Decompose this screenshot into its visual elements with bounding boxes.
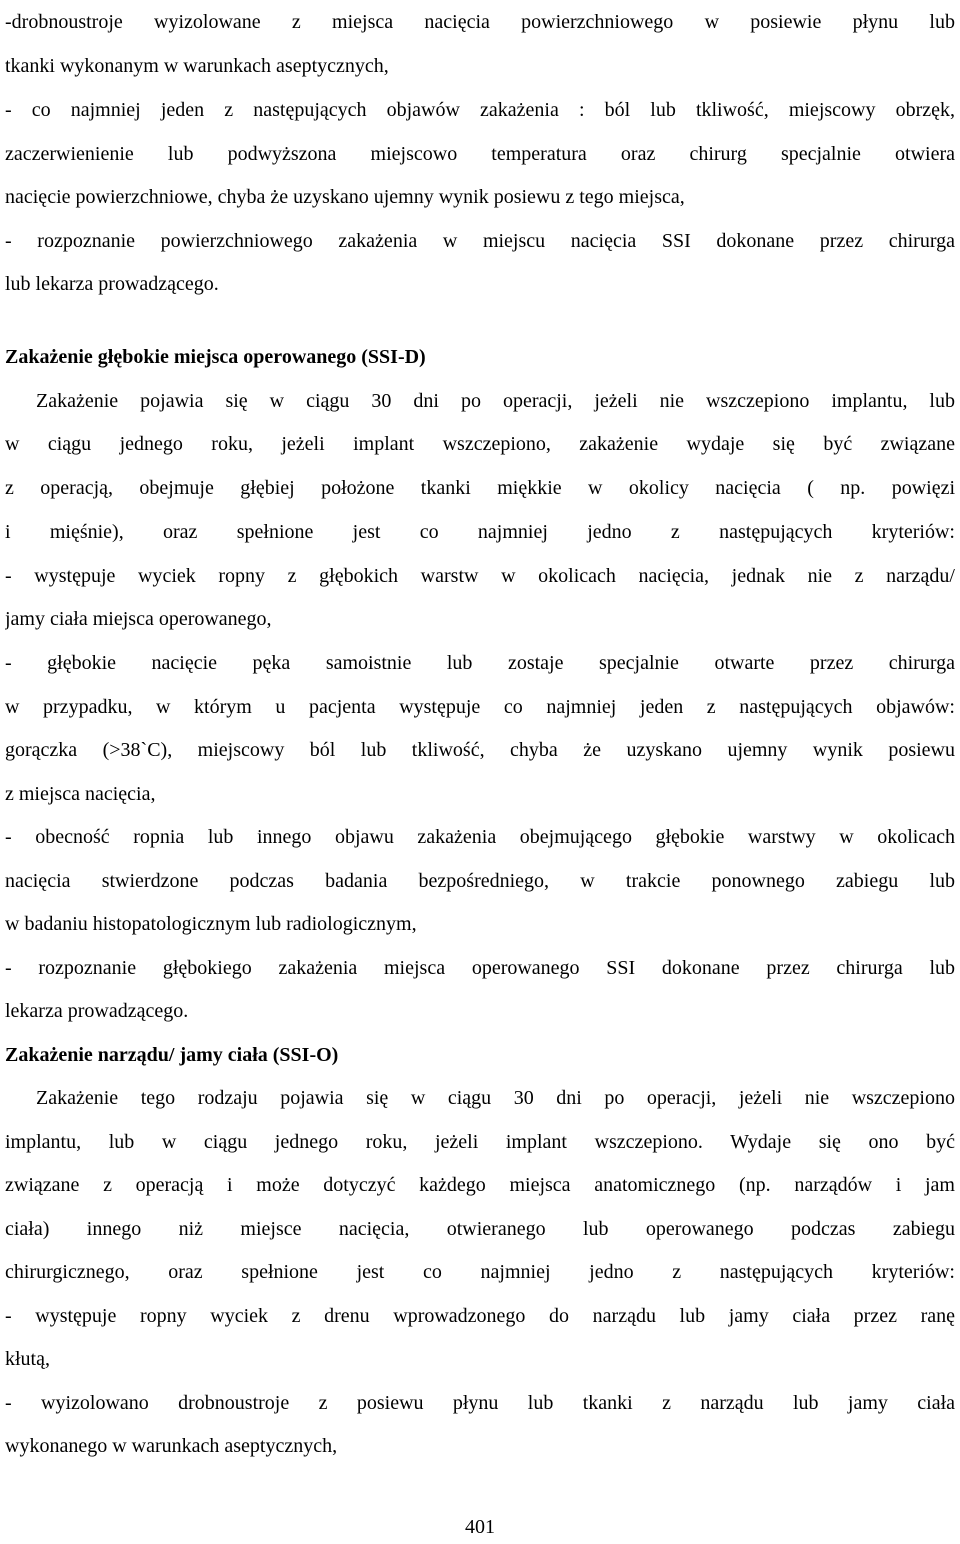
- text-line: zaczerwienienie lub podwyższona miejscowo temperatura oraz chirurg specjalnie otwiera: [5, 143, 955, 165]
- text-line: związane z operacją i może dotyczyć każdego miejsca anatomicznego (np. narządów i jam: [5, 1174, 955, 1196]
- section-heading-ssi-d: Zakażenie głębokie miejsca operowanego (SSI-D): [5, 346, 426, 368]
- text-line: - rozpoznanie głębokiego zakażenia miejsca operowanego SSI dokonane przez chirurga lub: [5, 957, 955, 979]
- page-number: 401: [465, 1516, 495, 1538]
- text-line: lekarza prowadzącego.: [5, 1000, 189, 1022]
- text-line: - występuje wyciek ropny z głębokich warstw w okolicach nacięcia, jednak nie z narządu/: [5, 565, 955, 587]
- text-line: i mięśnie), oraz spełnione jest co najmniej jedno z następujących kryteriów:: [5, 521, 955, 543]
- text-line: -drobnoustroje wyizolowane z miejsca nacięcia powierzchniowego w posiewie płynu lub: [5, 11, 955, 33]
- text-line: chirurgicznego, oraz spełnione jest co najmniej jedno z następujących kryteriów:: [5, 1261, 955, 1283]
- text-line: w badaniu histopatologicznym lub radiologicznym,: [5, 913, 417, 935]
- text-line: - występuje ropny wyciek z drenu wprowadzonego do narządu lub jamy ciała przez ranę: [5, 1305, 955, 1327]
- text-line: - głębokie nacięcie pęka samoistnie lub zostaje specjalnie otwarte przez chirurga: [5, 652, 955, 674]
- text-line: wykonanego w warunkach aseptycznych,: [5, 1435, 338, 1457]
- text-line: implantu, lub w ciągu jednego roku, jeżeli implant wszczepiono. Wydaje się ono być: [5, 1131, 955, 1153]
- text-line: jamy ciała miejsca operowanego,: [5, 608, 272, 630]
- text-line: - obecność ropnia lub innego objawu zakażenia obejmującego głębokie warstwy w okolicach: [5, 826, 955, 848]
- text-line: nacięcie powierzchniowe, chyba że uzyskano ujemny wynik posiewu z tego miejsca,: [5, 186, 685, 208]
- text-line: kłutą,: [5, 1348, 50, 1370]
- text-line: z miejsca nacięcia,: [5, 783, 156, 805]
- text-line: nacięcia stwierdzone podczas badania bezpośredniego, w trakcie ponownego zabiegu lub: [5, 870, 955, 892]
- text-line: gorączka (>38`C), miejscowy ból lub tkliwość, chyba że uzyskano ujemny wynik posiewu: [5, 739, 955, 761]
- text-line: lub lekarza prowadzącego.: [5, 273, 219, 295]
- text-line: Zakażenie tego rodzaju pojawia się w ciągu 30 dni po operacji, jeżeli nie wszczepiono: [36, 1087, 955, 1109]
- text-line: Zakażenie pojawia się w ciągu 30 dni po operacji, jeżeli nie wszczepiono implantu, lub: [36, 390, 955, 412]
- text-line: w ciągu jednego roku, jeżeli implant wszczepiono, zakażenie wydaje się być związane: [5, 433, 955, 455]
- text-line: z operacją, obejmuje głębiej położone tkanki miękkie w okolicy nacięcia ( np. powięzi: [5, 477, 955, 499]
- section-heading-ssi-o: Zakażenie narządu/ jamy ciała (SSI-O): [5, 1044, 339, 1066]
- text-line: - co najmniej jeden z następujących objawów zakażenia : ból lub tkliwość, miejscowy obrzęk,: [5, 99, 955, 121]
- text-line: w przypadku, w którym u pacjenta występuje co najmniej jeden z następujących objawów:: [5, 696, 955, 718]
- text-line: tkanki wykonanym w warunkach aseptycznych,: [5, 55, 389, 77]
- text-line: - wyizolowano drobnoustroje z posiewu płynu lub tkanki z narządu lub jamy ciała: [5, 1392, 955, 1414]
- text-line: - rozpoznanie powierzchniowego zakażenia w miejscu nacięcia SSI dokonane przez chirurga: [5, 230, 955, 252]
- text-line: ciała) innego niż miejsce nacięcia, otwieranego lub operowanego podczas zabiegu: [5, 1218, 955, 1240]
